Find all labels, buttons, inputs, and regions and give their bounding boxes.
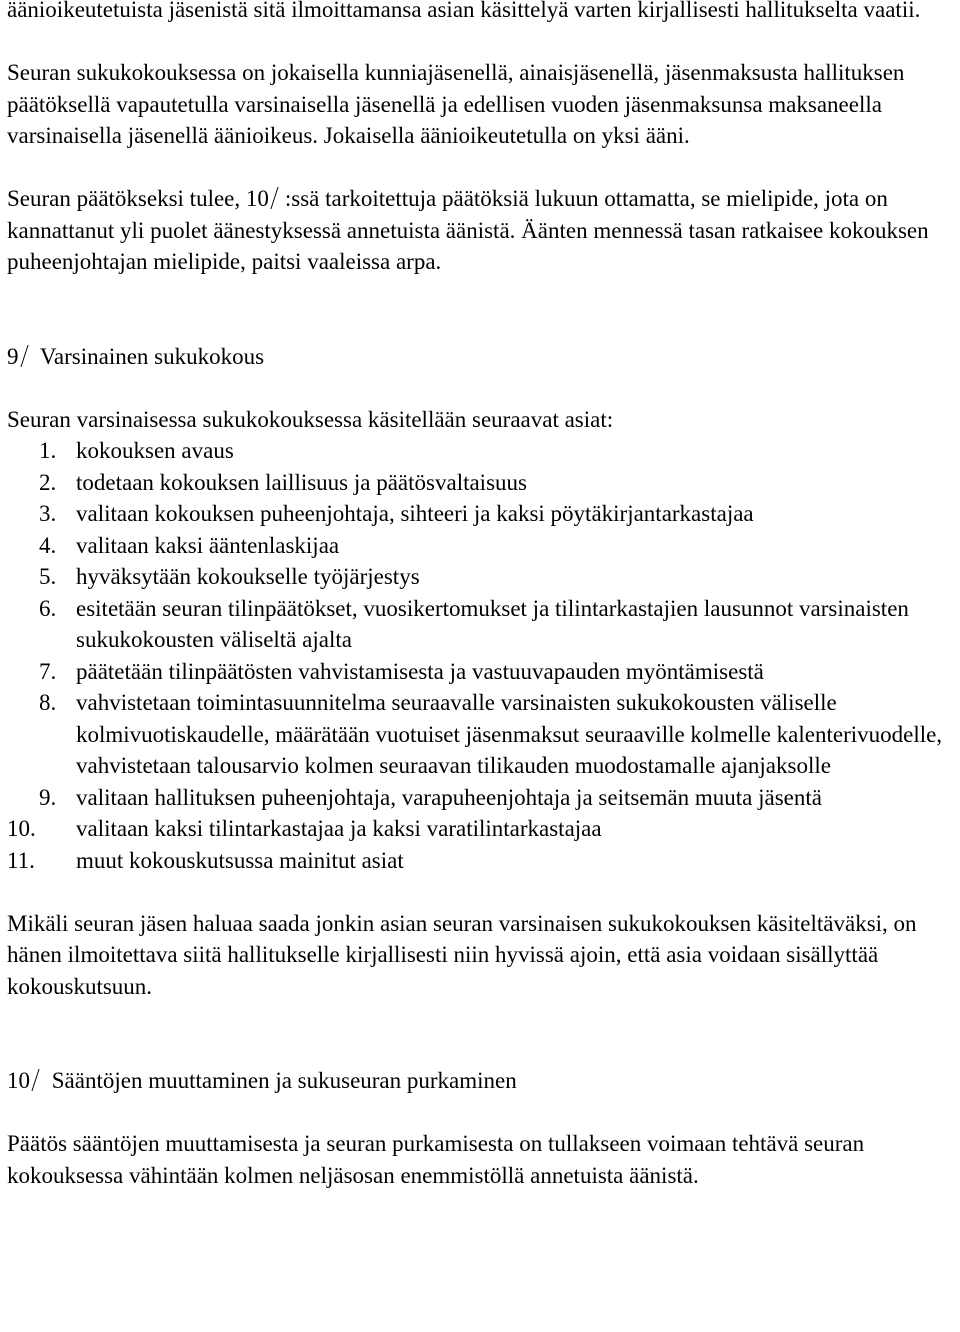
- agenda-item-number-cell: [7, 467, 76, 499]
- spacer: [7, 278, 955, 341]
- agenda-item: [7, 435, 955, 467]
- agenda-item-number: 6.: [39, 595, 57, 621]
- agenda-item: [7, 530, 955, 562]
- agenda-item-number-cell: [7, 561, 76, 593]
- section-sign-icon: [20, 345, 32, 367]
- document-page: [7, 0, 955, 1191]
- agenda-item-number: 10.: [7, 816, 36, 841]
- section-10-number: 10: [7, 1068, 30, 1093]
- section-10-heading: [7, 1065, 955, 1097]
- agenda-item: [7, 467, 955, 499]
- agenda-item-number: 4.: [39, 532, 57, 558]
- agenda-item-number-cell: [7, 435, 76, 467]
- agenda-item-number: 11.: [7, 847, 35, 873]
- spacer: [7, 1097, 955, 1129]
- agenda-item-text: valitaan kaksi ääntenlaskijaa: [76, 532, 340, 558]
- spacer: [7, 152, 955, 184]
- agenda-item-text: valitaan kaksi tilintarkastajaa ja kaksi varatilintarkastajaa: [76, 816, 602, 841]
- agenda-item-number-cell: [7, 593, 76, 656]
- agenda-item-number-cell: [7, 845, 76, 877]
- agenda-item-number: 8.: [39, 690, 57, 715]
- agenda-item-text: esitetään seuran tilinpäätökset, vuosikertomukset ja tilintarkastajien lausunnot varsinaisten sukukokousten väliseltä ajalta: [76, 595, 909, 652]
- spacer: [7, 876, 955, 908]
- intro-paragraph: äänioikeutetuista jäsenistä sitä ilmoittamansa asian käsittelyä varten kirjallisesti hallitukselta vaatii.: [7, 0, 921, 22]
- spacer: [7, 372, 955, 404]
- decision-text-after: :ssä tarkoitettuja päätöksiä lukuun ottamatta, se mielipide, jota on kannattanut yli puolet äänestyksessä annetuista äänistä. Äänten mennessä tasan ratkaisee kokouksen puheenjohtajan mielipide, paitsi vaaleissa arpa.: [7, 186, 929, 274]
- agenda-item-number: 7.: [39, 658, 57, 684]
- agenda-item-text: muut kokouskutsussa mainitut asiat: [76, 847, 404, 873]
- section-9-title: Varsinainen sukukokous: [39, 343, 265, 369]
- agenda-item: [7, 593, 955, 656]
- agenda-item-number-cell: [7, 656, 76, 688]
- agenda-item-number: 5.: [39, 564, 57, 589]
- voting-rights-paragraph: Seuran sukukokouksessa on jokaisella kunniajäsenellä, ainaisjäsenellä, jäsenmaksusta hallituksen päätöksellä vapautetulla varsinaisella jäsenellä ja edellisen vuoden jäsenmaksunsa maksaneella varsinaisella jäsenellä äänioikeus. Jokaisella äänioikeutetulla on yksi ääni.: [7, 60, 905, 148]
- agenda-item: [7, 687, 955, 782]
- agenda-item-number: 3.: [39, 501, 57, 526]
- agenda-item-text: valitaan hallituksen puheenjohtaja, varapuheenjohtaja ja seitsemän muuta jäsentä: [76, 784, 822, 810]
- spacer: [7, 26, 955, 58]
- section-9-number: 9: [7, 343, 19, 369]
- agenda-item-text: kokouksen avaus: [76, 438, 234, 463]
- section-10-title: Sääntöjen muuttaminen ja sukuseuran purkaminen: [51, 1068, 517, 1093]
- agenda-item-text: todetaan kokouksen laillisuus ja päätösvaltaisuus: [76, 469, 527, 495]
- agenda-item-number-cell: [7, 782, 76, 814]
- decision-text-before: Seuran päätökseksi tulee, 10: [7, 186, 269, 211]
- agenda-item-number-cell: [7, 687, 76, 782]
- agenda-item: [7, 782, 955, 814]
- agenda-item-number-cell: [7, 813, 76, 845]
- agenda-item: [7, 561, 955, 593]
- section-sign-icon: [31, 1069, 43, 1091]
- agenda-item-text: hyväksytään kokoukselle työjärjestys: [76, 564, 420, 589]
- section-10-body: Päätös sääntöjen muuttamisesta ja seuran purkamisesta on tullakseen voimaan tehtävä seuran kokouksessa vähintään kolmen neljäsosan enemmistöllä annetuista äänistä.: [7, 1131, 865, 1188]
- spacer: [7, 1002, 955, 1065]
- agenda-item: [7, 845, 955, 877]
- section-sign-icon: [270, 187, 282, 209]
- agenda-item: [7, 498, 955, 530]
- agenda-item-number: 2.: [39, 469, 57, 495]
- agenda-item-number-cell: [7, 530, 76, 562]
- agenda-item-text: valitaan kokouksen puheenjohtaja, sihteeri ja kaksi pöytäkirjantarkastajaa: [76, 501, 754, 526]
- agenda-item: [7, 813, 955, 845]
- agenda-item-text: päätetään tilinpäätösten vahvistamisesta ja vastuuvapauden myöntämisestä: [76, 658, 764, 684]
- agenda-item-number: 9.: [39, 784, 57, 810]
- agenda-item-number: 1.: [39, 438, 57, 463]
- section-9-closing: Mikäli seuran jäsen haluaa saada jonkin asian seuran varsinaisen sukukokouksen käsiteltäväksi, on hänen ilmoitettava siitä hallitukselle kirjallisesti niin hyvissä ajoin, että asia voidaan sisällyttää kokouskutsuun.: [7, 910, 917, 999]
- agenda-item: [7, 656, 955, 688]
- agenda-item-text: vahvistetaan toimintasuunnitelma seuraavalle varsinaisten sukukokousten väliselle kolmivuotiskaudelle, määrätään vuotuiset jäsenmaksut seuraaville kolmelle kalenterivuodelle, vahvistetaan talousarvio kolmen seuraavan tilikauden muodostamalle ajanjaksolle: [76, 690, 943, 778]
- section-9-heading: [7, 341, 955, 373]
- agenda-item-number-cell: [7, 498, 76, 530]
- section-9-lead: Seuran varsinaisessa sukukokouksessa käsitellään seuraavat asiat:: [7, 406, 614, 432]
- agenda-list: [7, 435, 955, 876]
- decision-paragraph: [7, 183, 955, 278]
